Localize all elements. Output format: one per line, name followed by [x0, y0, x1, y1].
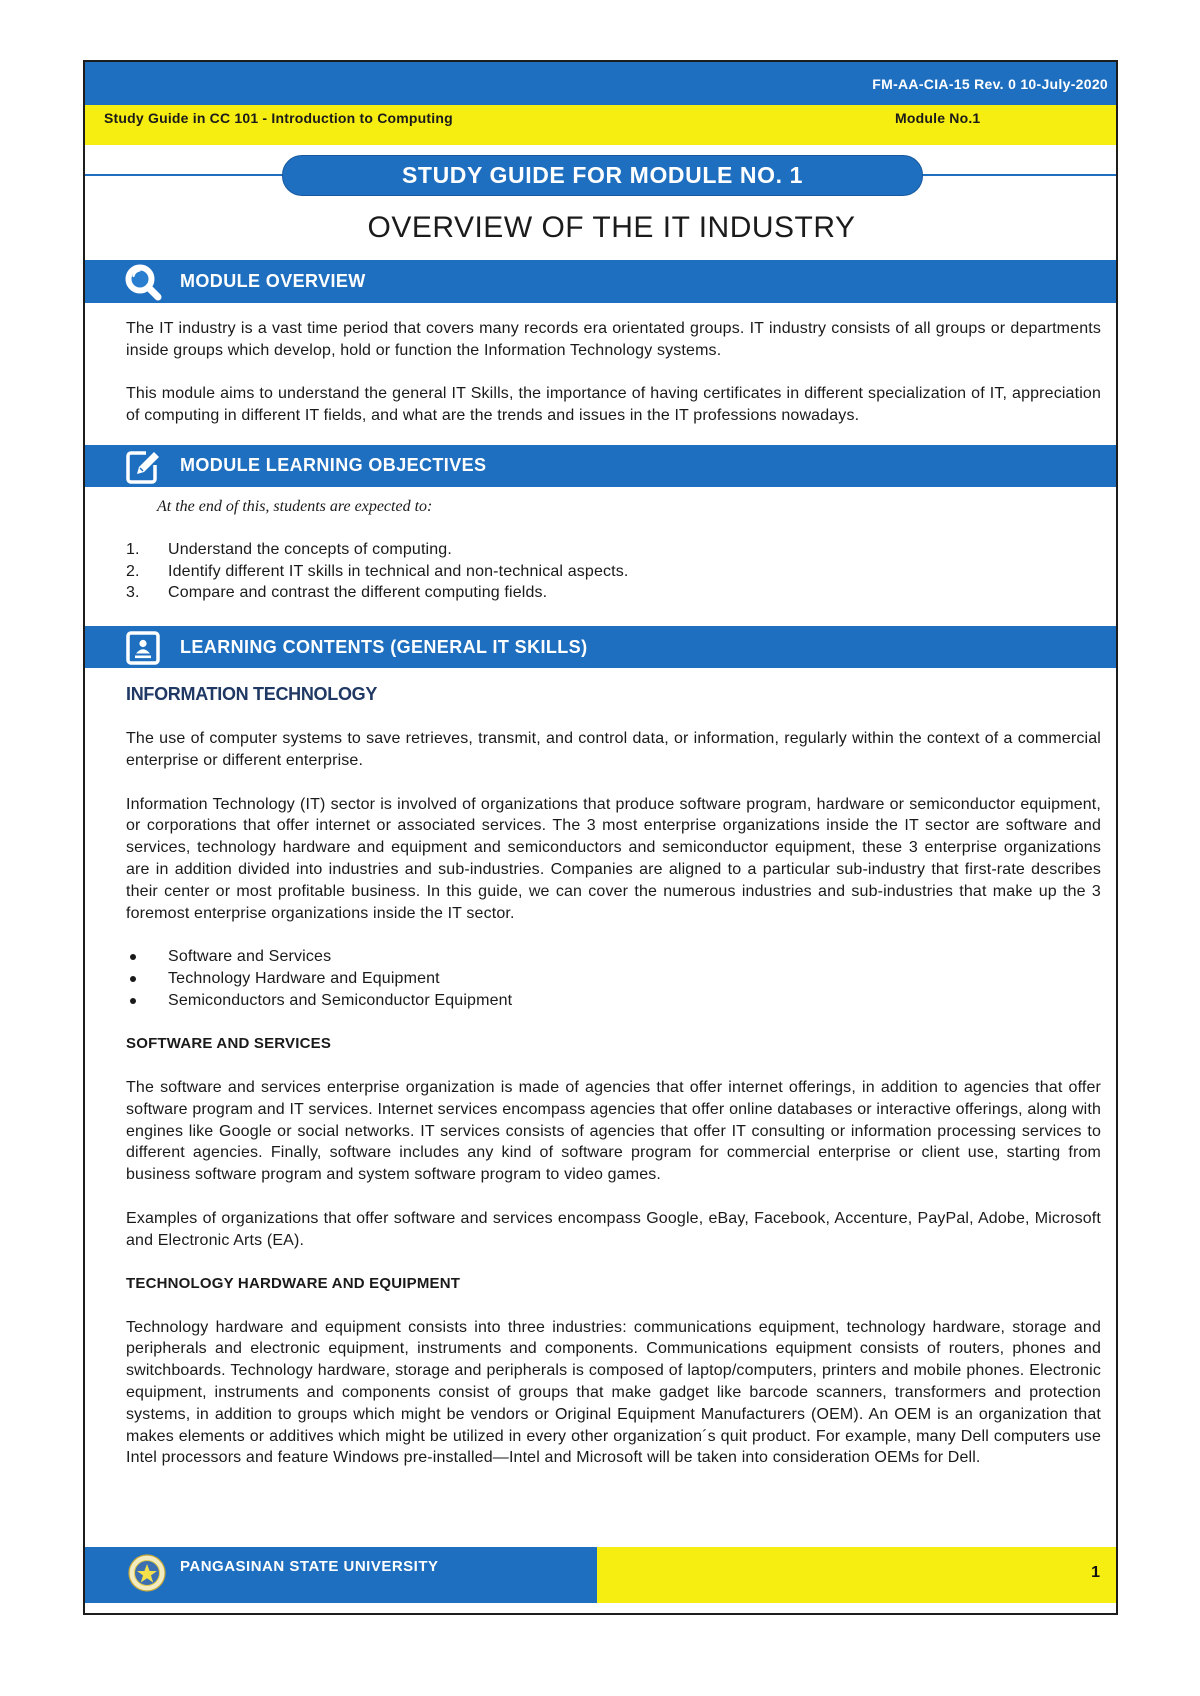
- banner-pill: STUDY GUIDE FOR MODULE NO. 1: [282, 155, 923, 196]
- item-text: Identify different IT skills in technical and non-technical aspects.: [168, 562, 629, 580]
- bullet-dot: [130, 954, 136, 960]
- bullet-dot: [130, 976, 136, 982]
- content-paragraph: Technology hardware and equipment consists into three industries: communications equipment, technology hardware, storage and peripherals and electronic equipment, instruments and components. Communications equipment consists of routers, phones and switchboards. Technology hardware, storage and peripherals is composed of laptop/computers, printers and mobile phones. Electronic equipment, instruments and components consist of groups that make gadget like barcode scanners, transformers and protection systems, in addition to groups which might be vendors or Original Equipment Manufacturers (OEM). An OEM is an organization that makes elements or additives which might be utilized in every other organization´s quit product. For example, many Dell computers use Intel processors and feature Windows pre-installed—Intel and Microsoft will be taken into consideration OEMs for Dell.: [126, 1318, 1101, 1467]
- technology-hardware-heading: TECHNOLOGY HARDWARE AND EQUIPMENT: [126, 1275, 461, 1293]
- page-title: OVERVIEW OF THE IT INDUSTRY: [367, 211, 856, 244]
- document-header-bar: [85, 62, 1116, 105]
- software-services-heading: SOFTWARE AND SERVICES: [126, 1035, 332, 1053]
- list-item: [126, 946, 1101, 968]
- learning-contents-heading: LEARNING CONTENTS (GENERAL IT SKILLS): [180, 636, 588, 657]
- content-paragraph: Examples of organizations that offer software and services encompass Google, eBay, Facebook, Accenture, PayPal, Adobe, Microsoft and Electronic Arts (EA).: [126, 1209, 1101, 1249]
- information-technology-heading: INFORMATION TECHNOLOGY: [126, 684, 378, 705]
- course-info-bar: [85, 105, 1116, 145]
- overview-paragraph: The IT industry is a vast time period that covers many records era orientated groups. IT industry consists of all groups or departments inside groups which develop, hold or function the Information Technology systems.: [126, 320, 1101, 359]
- course-title: Study Guide in CC 101 - Introduction to Computing: [104, 110, 453, 126]
- list-item: [126, 561, 1101, 583]
- learning-contents-bar: [85, 626, 1116, 668]
- sector-name: Technology Hardware and Equipment: [168, 969, 440, 987]
- overview-paragraph: This module aims to understand the general IT Skills, the importance of having certificates in different specialization of IT, appreciation of computing in different IT fields, and what are the trends and issues in the IT professions nowadays.: [126, 385, 1101, 425]
- module-overview-body: [85, 318, 1116, 427]
- contact-card-icon: [123, 628, 163, 668]
- magnifier-icon: [123, 262, 163, 302]
- learning-objectives-body: [85, 496, 1116, 604]
- bullet-marker: [126, 968, 168, 990]
- module-overview-bar: [85, 260, 1116, 303]
- content-paragraph: The software and services enterprise organization is made of agencies that offer internet offerings, in addition to agencies that offer software program and IT services. Internet services encompass agencies that offer online databases or interactive offerings, along with engines like Google or social networks. IT services consists of agencies that offer IT consulting or information processing services to different agencies. Finally, software includes any kind of software program for commercial enterprise or client use, starting from business software program and system software program to video games.: [126, 1078, 1101, 1184]
- item-number: 1.: [126, 540, 140, 558]
- objectives-intro: At the end of this, students are expected to:: [157, 497, 433, 515]
- item-text: Understand the concepts of computing.: [168, 540, 452, 558]
- list-item: [126, 990, 1101, 1012]
- bullet-marker: [126, 990, 168, 1012]
- sector-list: [126, 946, 1101, 1011]
- study-guide-page: [83, 60, 1118, 1615]
- page-number: 1: [1091, 1564, 1100, 1581]
- bullet-dot: [130, 998, 136, 1004]
- item-text: Compare and contrast the different computing fields.: [168, 584, 548, 602]
- module-number: Module No.1: [895, 110, 981, 126]
- learning-contents-body: [85, 683, 1116, 1469]
- module-overview-heading: MODULE OVERVIEW: [180, 271, 366, 291]
- footer-university-block: [85, 1547, 597, 1603]
- page-footer: [85, 1547, 1116, 1603]
- footer-page-block: [597, 1547, 1116, 1603]
- list-item: [126, 582, 1101, 604]
- study-guide-banner: [85, 145, 1116, 200]
- learning-objectives-bar: [85, 445, 1116, 487]
- university-name: PANGASINAN STATE UNIVERSITY: [180, 1558, 439, 1575]
- learning-objectives-heading: MODULE LEARNING OBJECTIVES: [180, 455, 487, 476]
- edit-icon: [123, 447, 163, 487]
- sector-name: Semiconductors and Semiconductor Equipment: [168, 991, 513, 1009]
- content-paragraph: The use of computer systems to save retrieves, transmit, and control data, or information, regularly within the context of a commercial enterprise or different enterprise.: [126, 730, 1101, 769]
- university-seal-icon: [127, 1553, 167, 1593]
- form-code: FM-AA-CIA-15 Rev. 0 10-July-2020: [872, 75, 1108, 92]
- list-item: [126, 968, 1101, 990]
- objectives-list: [126, 539, 1101, 604]
- sector-name: Software and Services: [168, 948, 332, 966]
- content-paragraph: Information Technology (IT) sector is involved of organizations that produce software program, hardware or semiconductor equipment, or corporations that offer internet or associated services. The 3 most enterprise organizations inside the IT sector are software and services, technology hardware and equipment and semiconductors and semiconductor equipment, these 3 enterprise organizations are in addition divided into industries and sub-industries. Companies are aligned to a particular sub-industry that first-rate describes their center or most profitable business. In this guide, we can cover the numerous industries and sub-industries that make up the 3 foremost enterprise organizations inside the IT sector.: [126, 795, 1101, 922]
- item-number: 3.: [126, 584, 140, 602]
- list-item: [126, 539, 1101, 561]
- item-number: 2.: [126, 562, 140, 580]
- bullet-marker: [126, 946, 168, 968]
